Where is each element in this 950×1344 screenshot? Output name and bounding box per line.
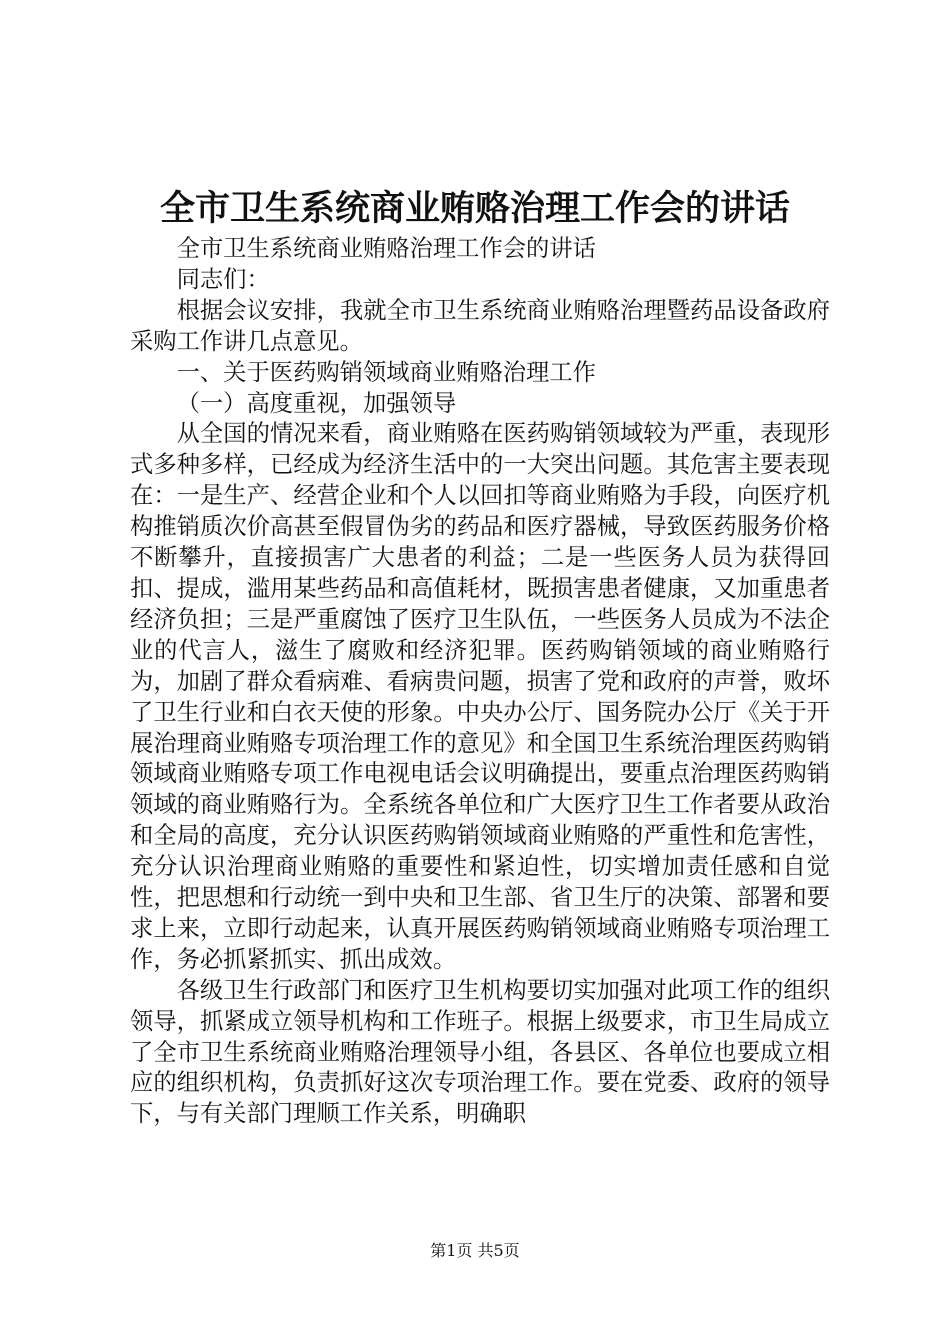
page-footer: 第1页 共5页 <box>430 1241 520 1260</box>
paragraph-body-2: 各级卫生行政部门和医疗卫生机构要切实加强对此项工作的组织领导，抓紧成立领导机构和工作班子。根据上级要求，市卫生局成立了全市卫生系统商业贿赂治理领导小组，各县区、各单位也要成立相应的组织机构，负责抓好这次专项治理工作。要在党委、政府的领导下，与有关部门理顺工作关系，明确职 <box>130 976 830 1128</box>
document-title: 全市卫生系统商业贿赂治理工作会的讲话 <box>159 188 790 229</box>
paragraph-subtitle: 全市卫生系统商业贿赂治理工作会的讲话 <box>176 235 596 262</box>
paragraph-intro: 根据会议安排，我就全市卫生系统商业贿赂治理暨药品设备政府采购工作讲几点意见。 <box>130 296 830 355</box>
subsection-heading-1: （一）高度重视，加强领导 <box>176 389 457 417</box>
paragraph-salutation: 同志们： <box>176 265 270 293</box>
paragraph-body-1: 从全国的情况来看，商业贿赂在医药购销领域较为严重，表现形式多种多样，已经成为经济生活中的一大突出问题。其危害主要表现在：一是生产、经营企业和个人以回扣等商业贿赂为手段，向医疗机构推销质次价高甚至假冒伪劣的药品和医疗器械，导致医药服务价格不断攀升，直接损害广大患者的利益；二是一些医务人员为获得回扣、提成，滥用某些药品和高值耗材，既损害患者健康，又加重患者经济负担；三是严重腐蚀了医疗卫生队伍，一些医务人员成为不法企业的代言人，滋生了腐败和经济犯罪。医药购销领域的商业贿赂行为，加剧了群众看病难、看病贵问题，损害了党和政府的声誉，败坏了卫生行业和白衣天使的形象。中央办公厅、国务院办公厅《关于开展治理商业贿赂专项治理工作的意见》和全国卫生系统治理医药购销领域商业贿赂专项工作电视电话会议明确提出，要重点治理医药购销领域的商业贿赂行为。全系统各单位和广大医疗卫生工作者要从政治和全局的高度，充分认识医药购销领域商业贿赂的严重性和危害性，充分认识治理商业贿赂的重要性和紧迫性，切实增加责任感和自觉性，把思想和行动统一到中央和卫生部、省卫生厅的决策、部署和要求上来，立即行动起来，认真开展医药购销领域商业贿赂专项治理工作，务必抓紧抓实、抓出成效。 <box>130 420 830 973</box>
document-body <box>130 234 830 1130</box>
section-heading-1: 一、关于医药购销领域商业贿赂治理工作 <box>176 358 596 386</box>
